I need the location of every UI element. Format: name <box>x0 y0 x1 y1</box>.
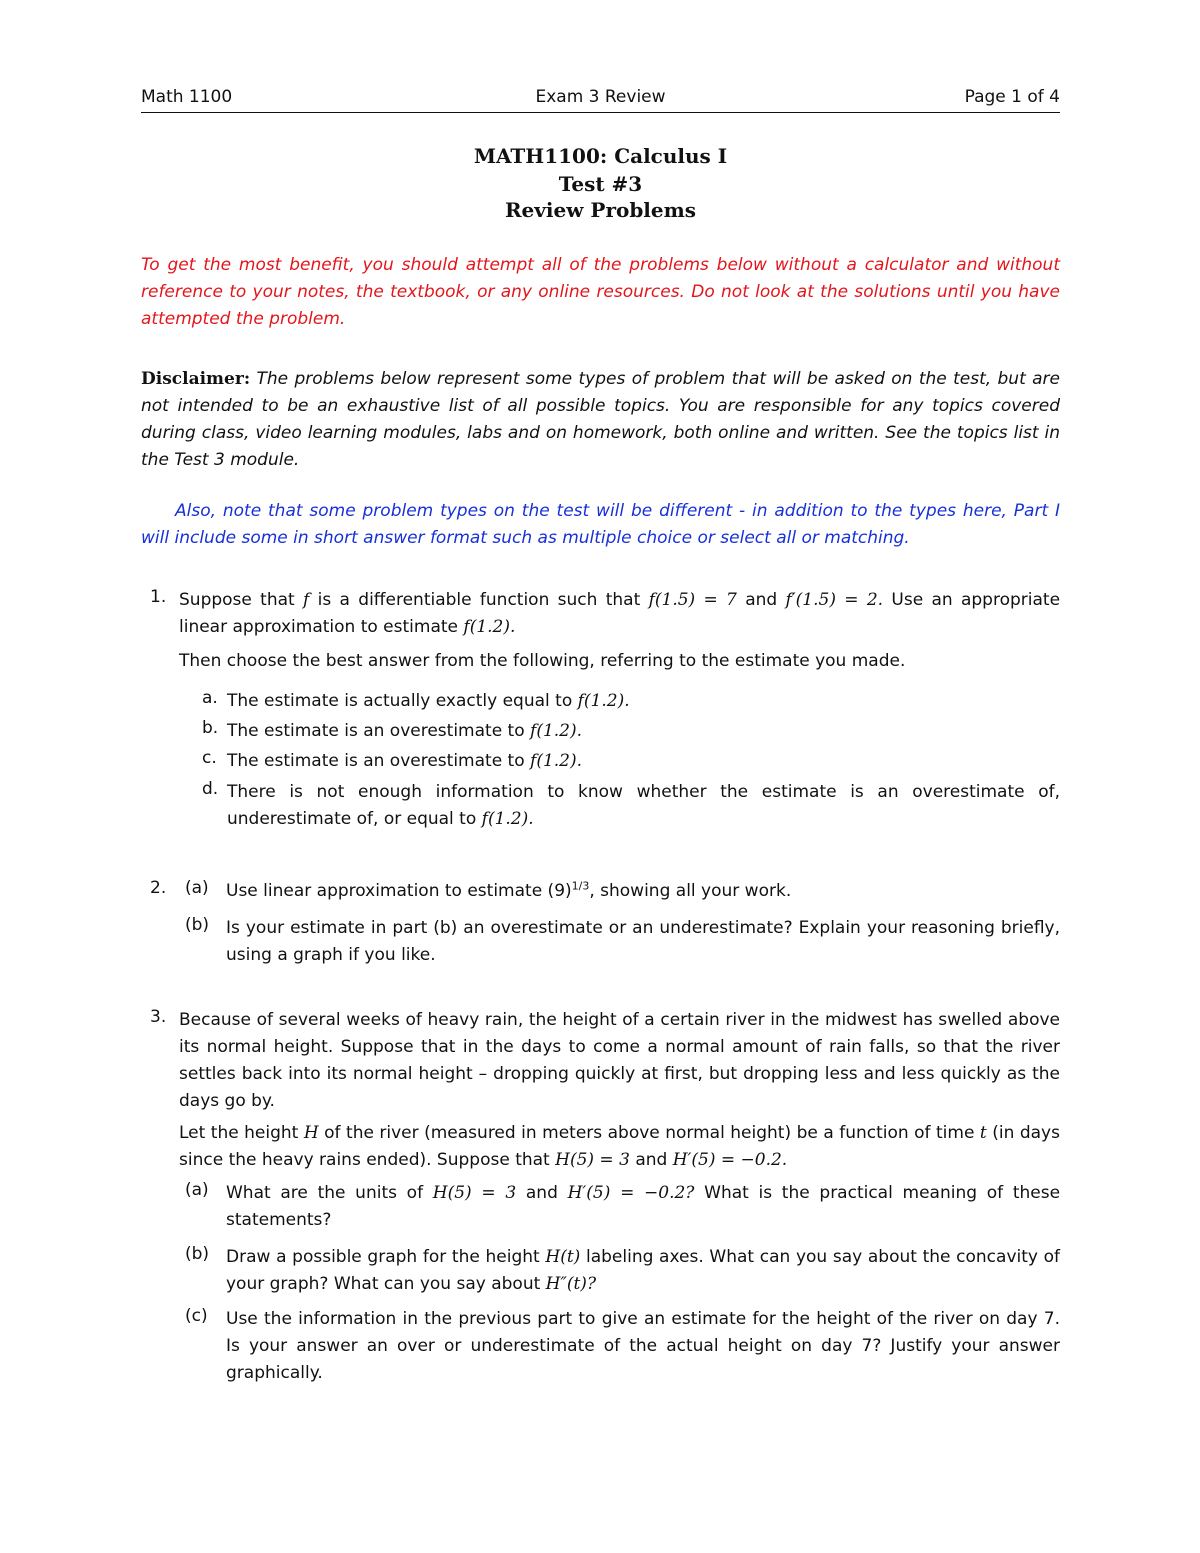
doc-title: MATH1100: Calculus I <box>473 144 728 168</box>
problem-2b: Is your estimate in part (b) an overestimate or an underestimate? Explain your reasoning briefly, using a graph if you like. <box>226 918 1060 965</box>
p3b-expr: H″(t)? <box>545 1274 597 1294</box>
choice-expr: f(1.2). <box>530 751 583 771</box>
p1-choice-letter: a. <box>202 688 218 708</box>
problem-1-followup: Then choose the best answer from the following, referring to the estimate you made. <box>179 651 906 671</box>
choice-text: The estimate is actually exactly equal to <box>227 691 573 711</box>
disclaimer-label: Disclaimer: <box>141 369 251 389</box>
p1-text: and <box>745 590 778 610</box>
p1-target: f(1.2). <box>463 617 516 637</box>
problem-1-number: 1. <box>150 587 167 607</box>
p2a-exponent: 1/3 <box>571 879 590 893</box>
header-course: Math 1100 <box>141 87 233 107</box>
p1-choice-letter: d. <box>202 779 219 799</box>
p3-text: (in days since the heavy rains ended). Suppose that <box>179 1123 1060 1170</box>
problem-2a <box>226 878 1060 905</box>
p1-text: is a differentiable function such that <box>317 590 641 610</box>
disclaimer <box>141 366 1060 474</box>
problem-3a <box>226 1180 1060 1234</box>
p3a-expr: H′(5) = −0.2? <box>567 1183 695 1203</box>
p3-part-label: (b) <box>185 1244 210 1264</box>
p1-cond2: f′(1.5) = 2. <box>785 590 884 610</box>
p2-part-label: (b) <box>185 915 210 935</box>
p1-cond1: f(1.5) = 7 <box>648 590 737 610</box>
header-page-number: Page 1 of 4 <box>964 87 1060 107</box>
problem-3-number: 3. <box>150 1007 167 1027</box>
note-problem-types: Also, note that some problem types on the test will be different - in addition to the types here, Part I will include some in short answer format such as multiple choice or select all or matching. <box>141 501 1060 548</box>
p1-text: Use an appropriate linear approximation to estimate <box>179 590 1061 637</box>
problem-3-para2 <box>179 1120 1060 1174</box>
p3-h5: H(5) = 3 <box>555 1150 630 1170</box>
p2a-text: Use linear approximation to estimate (9) <box>226 881 572 901</box>
p3a-expr: H(5) = 3 <box>432 1183 517 1203</box>
p2a-text: , showing all your work. <box>589 881 792 901</box>
p3-hp5: H′(5) = −0.2. <box>672 1150 788 1170</box>
choice-expr: f(1.2). <box>481 809 534 829</box>
p2-part-label: (a) <box>185 878 209 898</box>
p1-choice-c <box>227 748 1060 775</box>
problem-2-number: 2. <box>150 878 167 898</box>
problem-3b <box>226 1244 1060 1298</box>
p3b-text: Draw a possible graph for the height <box>226 1247 540 1267</box>
page-header <box>141 87 1060 111</box>
header-rule <box>141 112 1060 113</box>
p3-text: of the river (measured in meters above normal height) be a function of time <box>324 1123 975 1143</box>
p1-choice-b <box>227 718 1060 745</box>
p3a-text: What is the practical meaning of these statements? <box>226 1183 1061 1230</box>
choice-expr: f(1.2). <box>530 721 583 741</box>
problem-3-para1: Because of several weeks of heavy rain, the height of a certain river in the midwest has swelled above its normal height. Suppose that in the days to come a normal amount of rain falls, so that the river settles back into its normal height – dropping quickly at first, but dropping less and less quickly as the days go by. <box>179 1010 1060 1111</box>
problem-1-stem <box>179 587 1060 641</box>
p3a-text: What are the units of <box>226 1183 424 1203</box>
p1-text: Suppose that <box>179 590 295 610</box>
p1-choice-a <box>227 688 1060 715</box>
p1-choice-letter: c. <box>202 748 217 768</box>
choice-text: The estimate is an overestimate to <box>227 751 525 771</box>
choice-text: There is not enough information to know whether the estimate is an overestimate of, underestimate of, or equal to <box>227 782 1060 829</box>
p1-choice-letter: b. <box>202 718 219 738</box>
p3-H: H <box>303 1123 319 1143</box>
header-title: Exam 3 Review <box>535 87 666 107</box>
doc-heading: Review Problems <box>504 198 697 222</box>
p3-part-label: (c) <box>185 1306 208 1326</box>
disclaimer-text: The problems below represent some types of problem that will be asked on the test, but are not intended to be an exhaustive list of all possible topics. You are responsible for any topics covered during class, video learning modules, labs and on homework, both online and written. See the topics list in the Test 3 module. <box>141 369 1060 470</box>
p3b-expr: H(t) <box>545 1247 581 1267</box>
p1-f: f <box>303 590 310 610</box>
p3a-text: and <box>525 1183 558 1203</box>
p3-part-label: (a) <box>185 1180 209 1200</box>
choice-expr: f(1.2). <box>577 691 630 711</box>
doc-subtitle: Test #3 <box>558 172 643 196</box>
p1-choice-d <box>227 779 1060 833</box>
p3-text: and <box>635 1150 668 1170</box>
p3-t: t <box>979 1123 987 1143</box>
p3-text: Let the height <box>179 1123 299 1143</box>
p3b-text: labeling axes. What can you say about the concavity of your graph? What can you say about <box>226 1247 1061 1294</box>
intro-instructions: To get the most benefit, you should attempt all of the problems below without a calculator and without reference to your notes, the textbook, or any online resources. Do not look at the solutions until you have attempted the problem. <box>141 255 1060 329</box>
choice-text: The estimate is an overestimate to <box>227 721 525 741</box>
problem-3c: Use the information in the previous part to give an estimate for the height of the river on day 7. Is your answer an over or underestimate of the actual height on day 7? Justify your answer graphically. <box>226 1309 1060 1383</box>
